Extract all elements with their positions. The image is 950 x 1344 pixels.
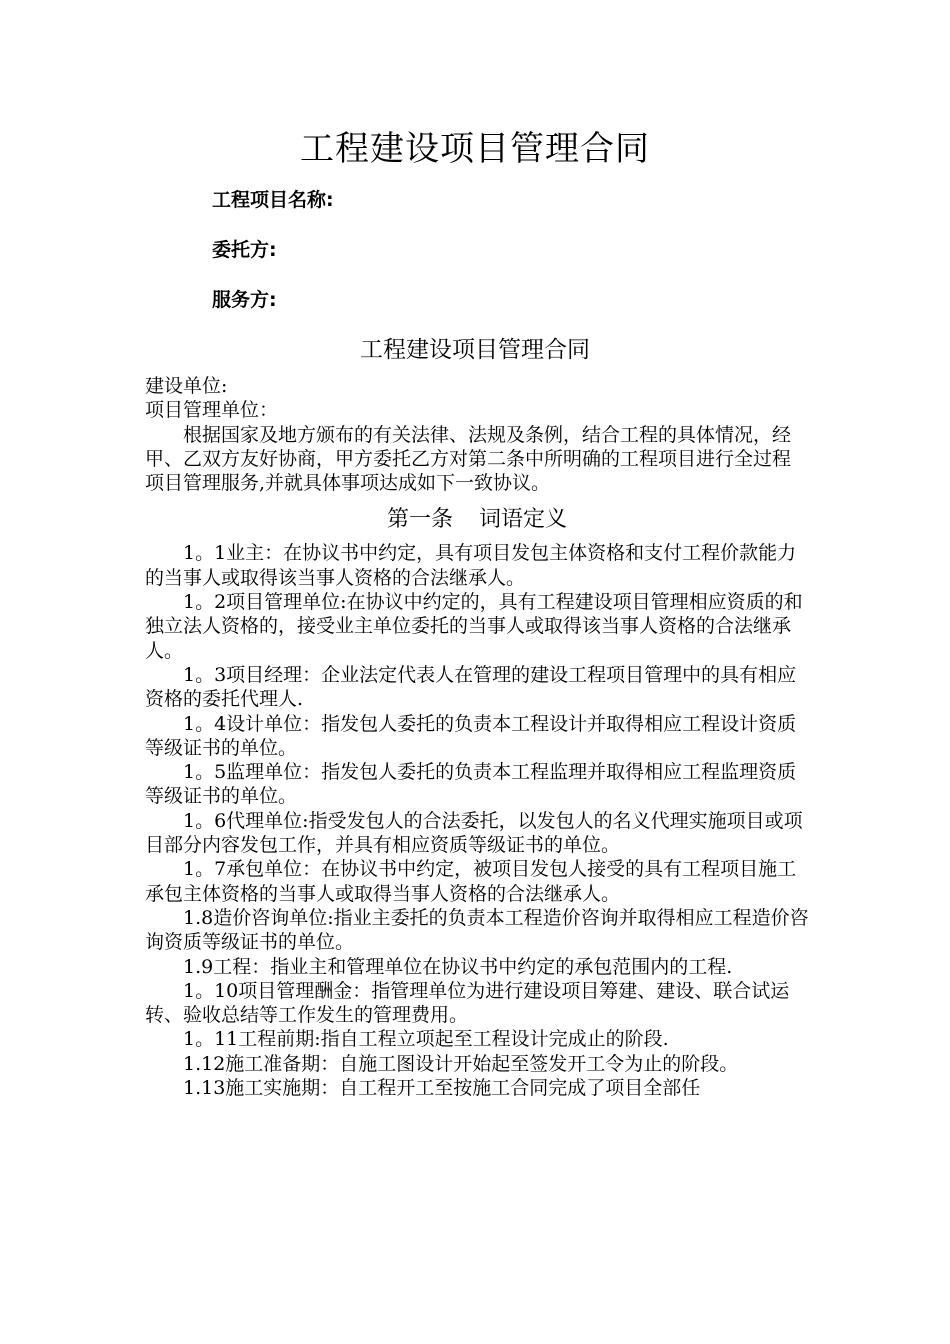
section-number: 第一条 [386,507,453,533]
project-name-field: 工程项目名称: [212,189,334,211]
definition-1-1: 1。1业主：在协议书中约定，具有项目发包主体资格和支付工程价款能力的当事人或取得该当事人资格的合法继承人。 [145,542,797,589]
definition-1-3: 1。3项目经理：企业法定代表人在管理的建设工程项目管理中的具有相应资格的委托代理人. [145,663,797,711]
client-field: 委托方: [212,239,277,261]
definition-1-4: 1。4设计单位：指发包人委托的负责本工程设计并取得相应工程设计资质等级证书的单位。 [145,712,797,759]
service-field: 服务方: [212,289,277,311]
definition-1-9: 1.9工程：指业主和管理单位在协议书中约定的承包范围内的工程. [183,955,733,978]
main-title: 工程建设项目管理合同 [300,129,650,169]
definition-1-2: 1。2项目管理单位:在协议中约定的，具有工程建设项目管理相应资质的和独立法人资格的，接受业主单位委托的当事人或取得该当事人资格的合法继承人。 [145,591,803,662]
definition-1-12: 1.12施工准备期：自施工图设计开始起至签发开工令为止的阶段。 [183,1052,739,1075]
definition-1-10: 1。10项目管理酬金：指管理单位为进行建设项目筹建、建设、联合试运转、验收总结等工作发生的管理费用。 [145,979,790,1027]
party-a-label: 建设单位: [145,375,228,397]
definition-1-13: 1.13施工实施期：自工程开工至按施工合同完成了项目全部任 [183,1077,701,1100]
definition-1-7: 1。7承包单位：在协议书中约定，被项目发包人接受的具有工程项目施工承包主体资格的当事人或取得当事人资格的合法继承人。 [145,858,797,905]
section-title: 词语定义 [479,507,568,533]
section-heading [145,505,809,535]
party-b-label: 项目管理单位： [145,399,279,422]
definition-1-11: 1。11工程前期:指自工程立项起至工程设计完成止的阶段. [183,1028,669,1051]
contract-title: 工程建设项目管理合同 [360,337,590,363]
preamble-paragraph: 根据国家及地方颁布的有关法律、法规及条例，结合工程的具体情况，经甲、乙双方友好协商，甲方委托乙方对第二条中所明确的工程项目进行全过程项目管理服务,并就具体事项达成如下一致协议。 [145,423,792,495]
definition-1-6: 1。6代理单位:指受发包人的合法委托，以发包人的名义代理实施项目或项目部分内容发包工作，并具有相应资质等级证书的单位。 [145,809,803,857]
definition-1-8: 1.8造价咨询单位:指业主委托的负责本工程造价咨询并取得相应工程造价咨询资质等级证书的单位。 [145,906,809,954]
definition-1-5: 1。5监理单位：指发包人委托的负责本工程监理并取得相应工程监理资质等级证书的单位。 [145,761,797,808]
contract-body [145,374,809,1100]
